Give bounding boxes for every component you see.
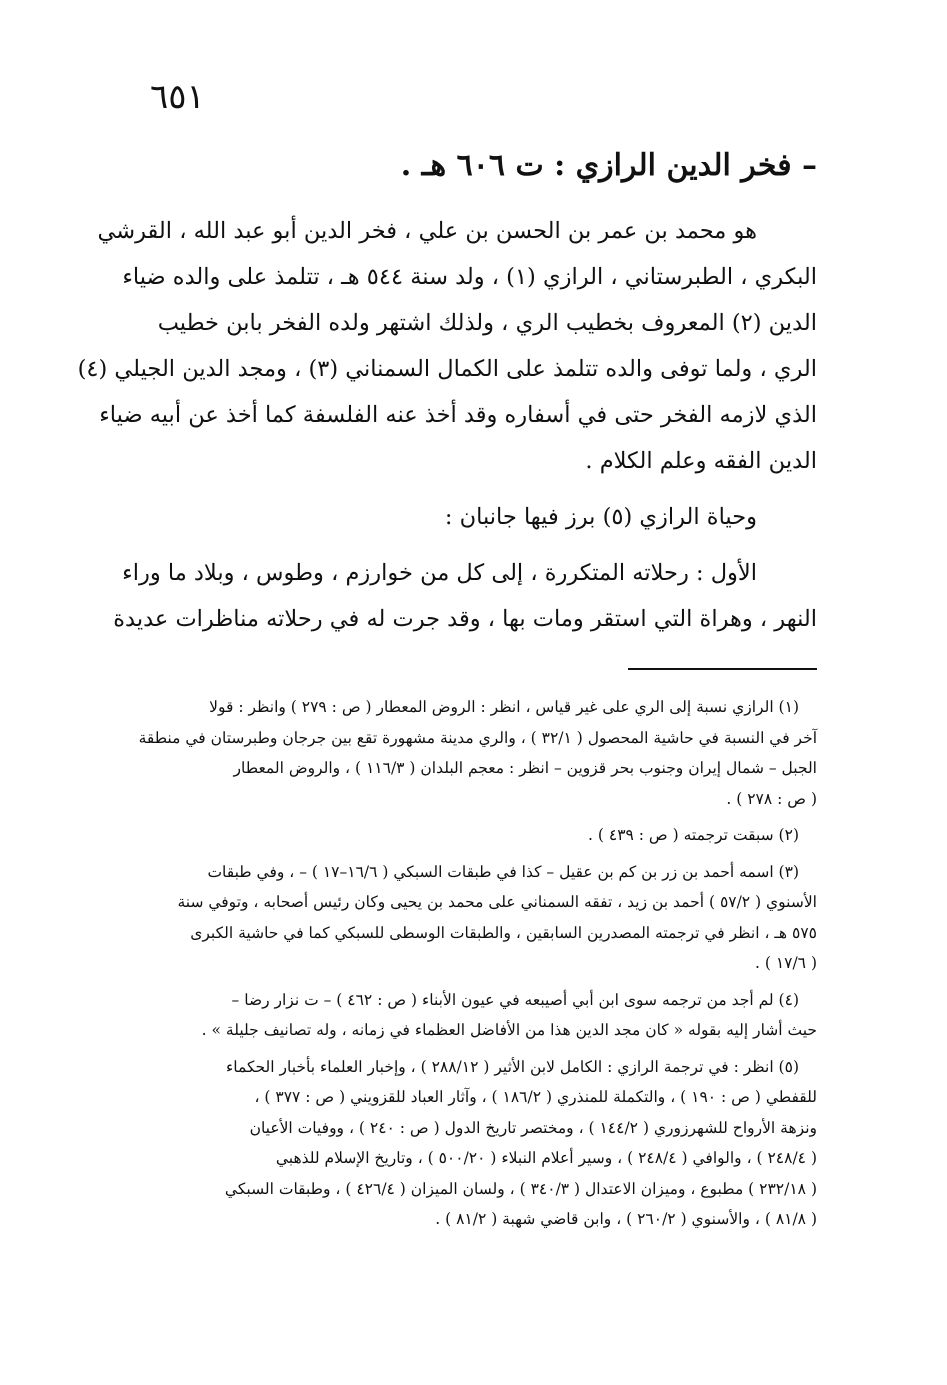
text-line: وحياة الرازي (٥) برز فيها جانبان : [444, 504, 757, 530]
footnote-divider [628, 668, 817, 670]
footnote-1 [115, 692, 817, 814]
footnote-line: حيث أشار إليه بقوله « كان مجد الدين هذا من الأفاضل العظماء في زمانه ، وله تصانيف جليلة » . [201, 1021, 817, 1039]
footnote-line: (٥) انظر : في ترجمة الرازي : الكامل لابن الأثير ( ٢٨٨/١٢ ) ، وإخبار العلماء بأخبار الحكماء [226, 1057, 799, 1076]
main-text [77, 208, 817, 642]
text-line: هو محمد بن عمر بن الحسن بن علي ، فخر الدين أبو عبد الله ، القرشي [97, 218, 757, 244]
footnote-line: ونزهة الأرواح للشهرزوري ( ١٤٤/٢ ) ، ومختصر تاريخ الدول ( ص : ٢٤٠ ) ، ووفيات الأعيان [249, 1118, 817, 1137]
paragraph-life [115, 494, 817, 540]
footnote-2 [115, 820, 817, 851]
footnote-line: ( ٢٣٢/١٨ ) مطبوع ، وميزان الاعتدال ( ٣٤٠/٣ ) ، ولسان الميزان ( ٤٢٦/٤ ) ، وطبقات السبكي [224, 1179, 817, 1198]
footnote-line: ( ٨١/٨ ) ، والأسنوي ( ٢٦٠/٢ ) ، وابن قاضي شهبة ( ٨١/٢ ) . [435, 1210, 817, 1228]
footnote-line: (٢) سبقت ترجمته ( ص : ٤٣٩ ) . [588, 826, 799, 844]
text-line: البكري ، الطبرستاني ، الرازي (١) ، ولد سنة ٥٤٤ هـ ، تتلمذ على والده ضياء [122, 264, 817, 290]
page-number: ٦٥١ [150, 77, 205, 117]
paragraph-biography [77, 208, 817, 484]
footnote-line: ٥٧٥ هـ ، انظر في ترجمته المصدرين السابقين ، والطبقات الوسطى للسبكي كما في حاشية الكبرى [190, 923, 817, 942]
footnotes [115, 692, 817, 1241]
footnote-line: آخر في النسبة في حاشية المحصول ( ٣٢/١ ) ، والري مدينة مشهورة تقع بين جرجان وطبرستان في منطقة [138, 728, 817, 747]
footnote-line: (٣) اسمه أحمد بن زر بن كم بن عقيل – كذا في طبقات السبكي ( ١٦/٦–١٧ ) – ، وفي طبقات [207, 862, 799, 881]
footnote-line: (١) الرازي نسبة إلى الري على غير قياس ، انظر : الروض المعطار ( ص : ٢٧٩ ) وانظر : قولا [209, 698, 799, 716]
footnote-5 [115, 1052, 817, 1235]
footnote-line: الأسنوي ( ٥٧/٢ ) أحمد بن زيد ، تفقه السمناني على محمد بن يحيى وكان رئيس أصحابه ، وتوفي سنة [177, 893, 817, 911]
footnote-4 [115, 985, 817, 1046]
footnote-line: ( ص : ٢٧٨ ) . [726, 789, 817, 808]
text-line: الدين (٢) المعروف بخطيب الري ، ولذلك اشتهر ولده الفخر بابن خطيب [157, 310, 817, 336]
text-line: الذي لازمه الفخر حتى في أسفاره وقد أخذ عنه الفلسفة كما أخذ عن أبيه ضياء [99, 402, 817, 428]
text-line: الأول : رحلاته المتكررة ، إلى كل من خوارزم ، وطوس ، وبلاد ما وراء [122, 560, 757, 586]
footnote-3 [115, 857, 817, 979]
text-line: الدين الفقه وعلم الكلام . [585, 448, 817, 474]
footnote-line: ( ١٧/٦ ) . [754, 954, 817, 972]
text-line: الري ، ولما توفى والده تتلمذ على الكمال السمناني (٣) ، ومجد الدين الجيلي (٤) [77, 356, 817, 382]
text-line: النهر ، وهراة التي استقر ومات بها ، وقد جرت له في رحلاته مناظرات عديدة [113, 606, 817, 632]
footnote-line: (٤) لم أجد من ترجمه سوى ابن أبي أصيبعه في عيون الأبناء ( ص : ٤٦٢ ) – ت نزار رضا – [231, 990, 799, 1009]
footnote-line: للقفطي ( ص : ١٩٠ ) ، والتكملة للمنذري ( ١٨٦/٢ ) ، وآثار العباد للقزويني ( ص : ٣٧٧ ) ، [254, 1088, 817, 1106]
section-heading: – فخر الدين الرازي : ت ٦٠٦ هـ . [400, 148, 817, 183]
footnote-line: ( ٢٤٨/٤ ) ، والوافي ( ٢٤٨/٤ ) ، وسير أعلام النبلاء ( ٥٠٠/٢٠ ) ، وتاريخ الإسلام للذهبي [275, 1149, 817, 1167]
paragraph-first-aspect [115, 550, 817, 642]
footnote-line: الجبل – شمال إيران وجنوب بحر قزوين – انظر : معجم البلدان ( ١١٦/٣ ) ، والروض المعطار [233, 759, 817, 777]
